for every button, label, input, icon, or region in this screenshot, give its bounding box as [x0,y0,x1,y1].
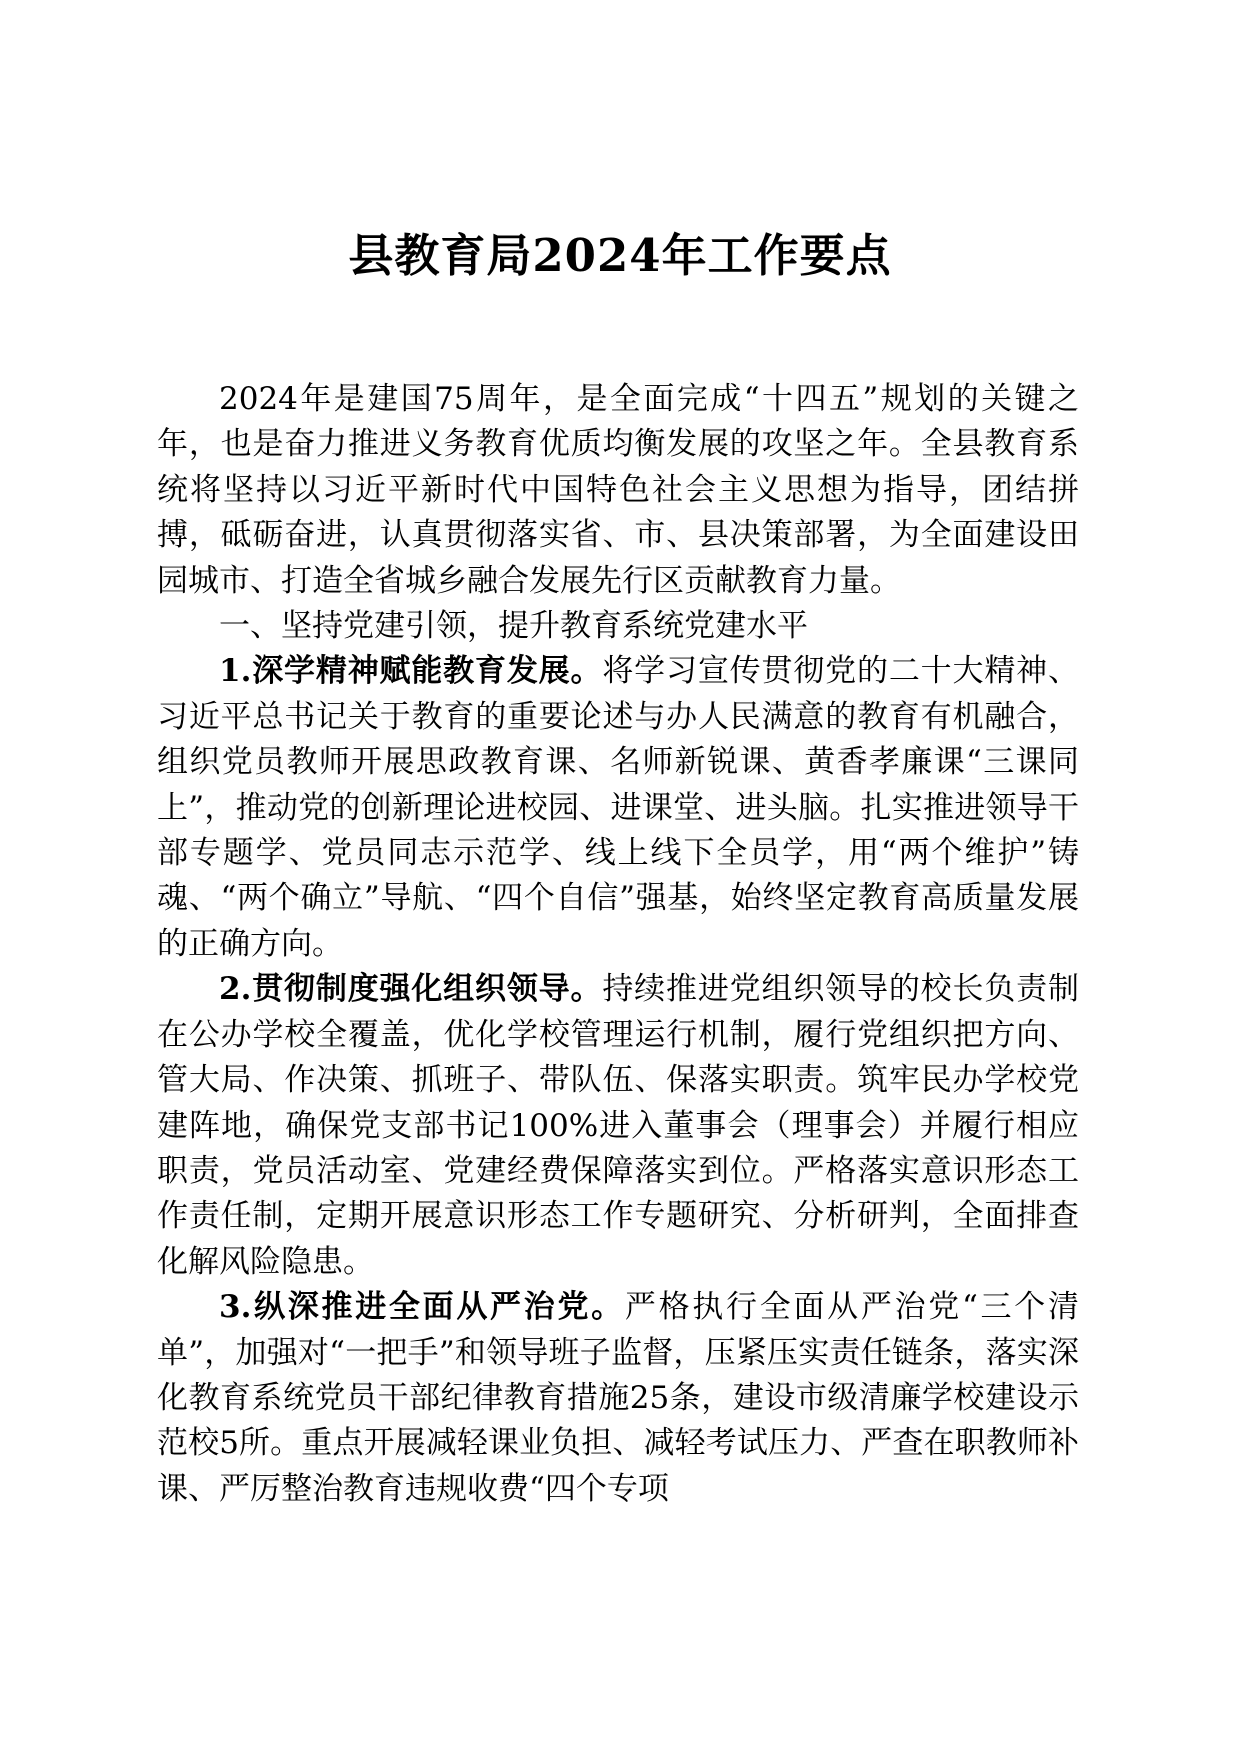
item-paragraph-1 [157,649,1079,967]
section-heading: 一、坚持党建引领，提升教育系统党建水平 [219,608,808,645]
document-title: 县教育局2024年工作要点 [348,229,892,282]
item-text-1: 将学习宣传贯彻党的二十大精神、习近平总书记关于教育的重要论述与办人民满意的教育有机融合，组织党员教师开展思政教育课、名师新锐课、黄香孝廉课“三课同上”，推动党的创新理论进校园、进课堂、进头脑。扎实推进领导干部专题学、党员同志示范学、线上线下全员学，用“两个维护”铸魂、“两个确立”导航、“四个自信”强基，始终坚定教育高质量发展的正确方向。 [157,653,1079,962]
item-paragraph-3 [157,1285,1079,1512]
item-paragraph-2 [157,967,1079,1285]
item-text-3: 严格执行全面从严治党“三个清单”，加强对“一把手”和领导班子监督，压紧压实责任链条，落实深化教育系统党员干部纪律教育措施25条，建设市级清廉学校建设示范校5所。重点开展减轻课业负担、减轻考试压力、严查在职教师补课、严厉整治教育违规收费“四个专项 [157,1289,1079,1507]
item-text-2: 持续推进党组织领导的校长负责制在公办学校全覆盖，优化学校管理运行机制，履行党组织把方向、管大局、作决策、抓班子、带队伍、保落实职责。筑牢民办学校党建阵地，确保党支部书记100%进入董事会（理事会）并履行相应职责，党员活动室、党建经费保障落实到位。严格落实意识形态工作责任制，定期开展意识形态工作专题研究、分析研判，全面排查化解风险隐患。 [157,971,1079,1280]
intro-paragraph: 2024年是建国75周年，是全面完成“十四五”规划的关键之年，也是奋力推进义务教育优质均衡发展的攻坚之年。全县教育系统将坚持以习近平新时代中国特色社会主义思想为指导，团结拼搏，砥砺奋进，认真贯彻落实省、市、县决策部署，为全面建设田园城市、打造全省城乡融合发展先行区贡献教育力量。 [157,381,1079,599]
item-lead-3: 3.纵深推进全面从严治党。 [219,1289,625,1326]
document-body [157,377,1079,1512]
item-lead-2: 2.贯彻制度强化组织领导。 [219,971,603,1008]
item-lead-1: 1.深学精神赋能教育发展。 [219,653,603,690]
